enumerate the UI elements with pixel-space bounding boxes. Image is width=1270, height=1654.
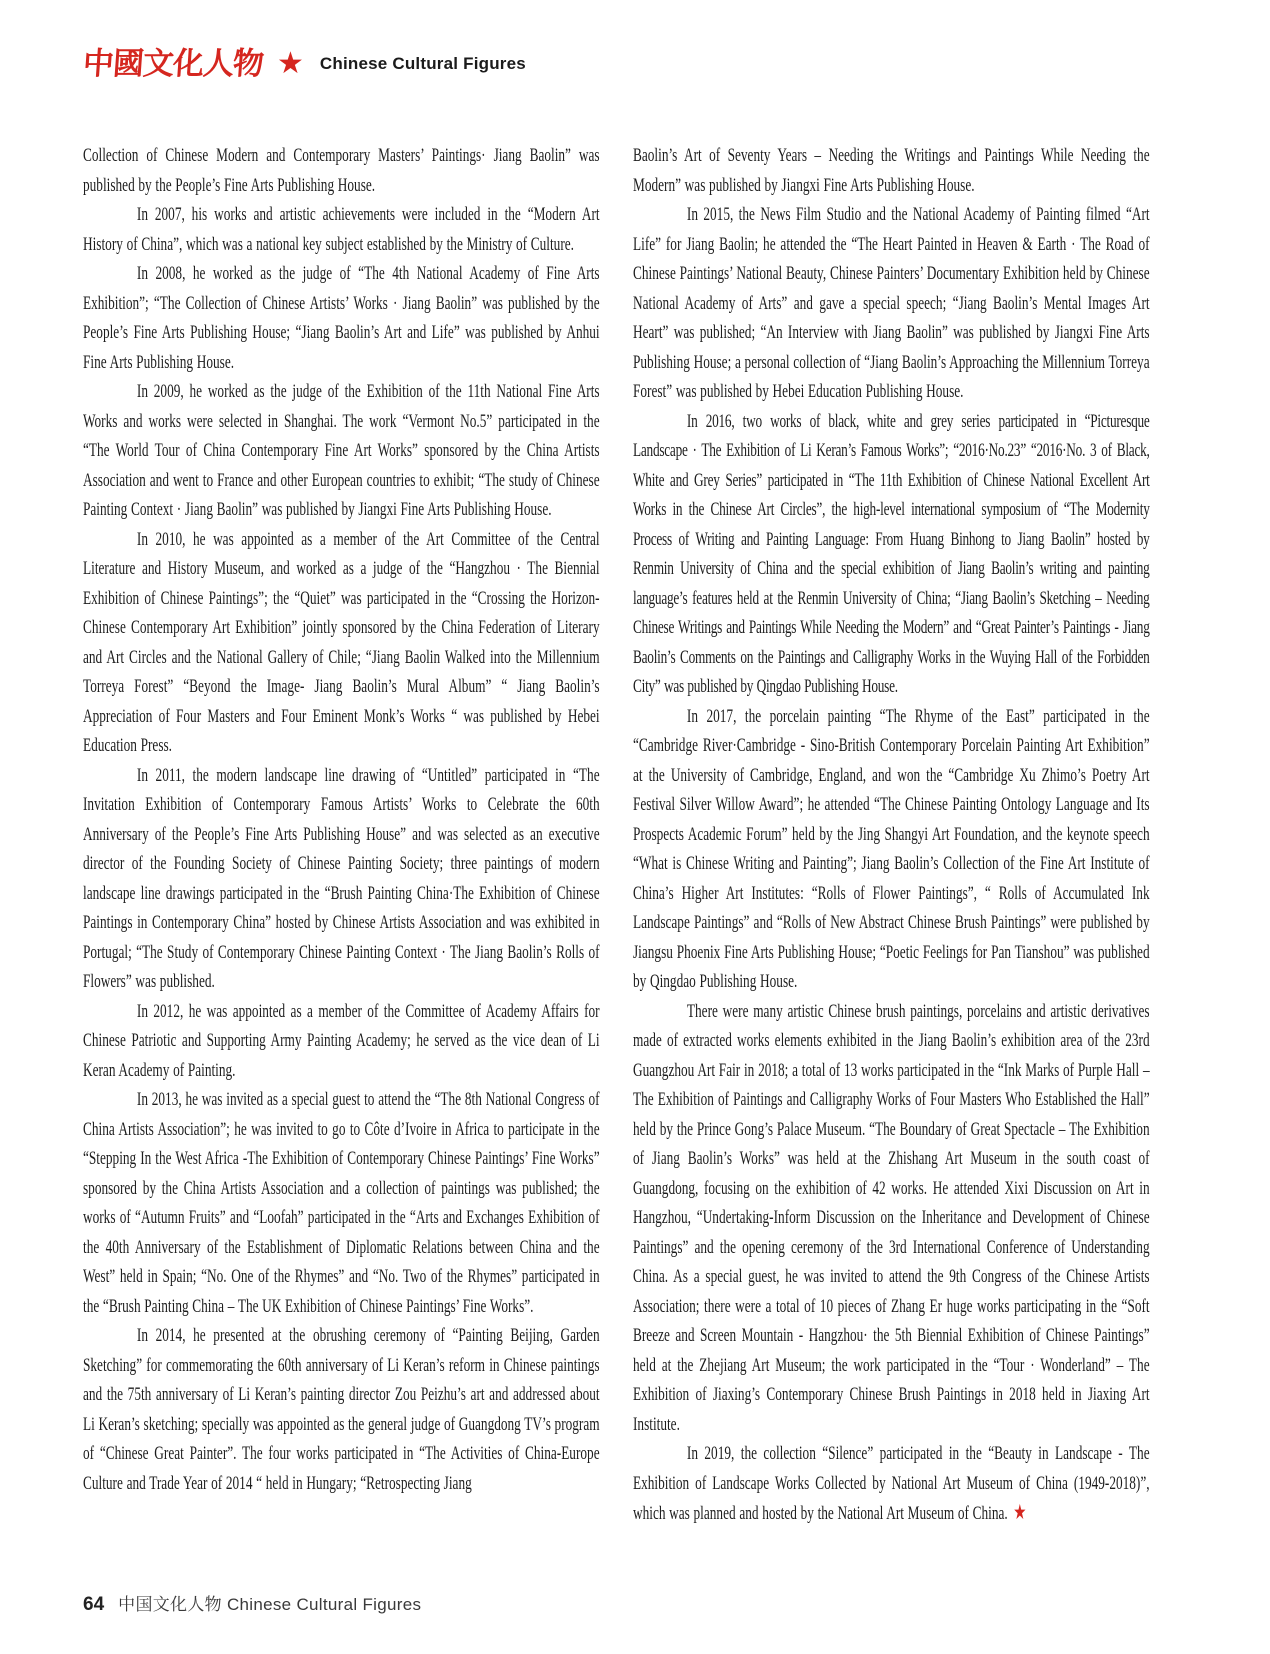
article-paragraph: In 2009, he worked as the judge of the Exhibition of the 11th National Fine Arts Works and works were selected in Shanghai. The work “Vermont No.5” participated in the “The World Tour of China Contemporary Fine Art Works” sponsored by the China Artists Association and went to France and other European countries to exhibit; “The study of Chinese Painting Context · Jiang Baolin” was published by Jiangxi Fine Arts Publishing House. bbox=[83, 381, 600, 520]
page-footer bbox=[83, 1590, 421, 1616]
left-column bbox=[83, 141, 600, 1529]
magazine-masthead bbox=[83, 48, 526, 79]
page-number: 64 bbox=[83, 1594, 105, 1615]
magazine-logo-english: Chinese Cultural Figures bbox=[319, 53, 526, 73]
magazine-logo-chinese: 中國文化人物 bbox=[81, 46, 265, 81]
article-paragraph: There were many artistic Chinese brush paintings, porcelains and artistic derivatives made of extracted works elements exhibited in the Jiang Baolin’s exhibition area of the 23rd Guangzhou Art Fair in 2018; a total of 13 works participated in the “Ink Marks of Purple Hall – The Exhibition of Paintings and Calligraphy Works of Four Masters Who Established the Hall” held by the Prince Gong’s Palace Museum. “The Boundary of Great Spectacle – The Exhibition of Jiang Baolin’s Works” was held at the Zhishang Art Museum in the south coast of Guangdong, focusing on the exhibition of 42 works. He attended Xixi Discussion on Art in Hangzhou, “Undertaking-Inform Discussion on the Inheritance and Development of Chinese Paintings” and the opening ceremony of the 3rd International Conference of Understanding China. As a special guest, he was invited to attend the 9th Congress of the Chinese Artists Association; there were a total of 10 pieces of Zhang Er huge works participating in the “Soft Breeze and Screen Mountain - Hangzhou· the 5th Biennial Exhibition of Chinese Paintings” held at the Zhejiang Art Museum; the work participated in the “Tour · Wonderland” – The Exhibition of Jiaxing’s Contemporary Chinese Brush Paintings in 2018 held in Jiaxing Art Institute. bbox=[633, 1000, 1150, 1435]
article-paragraph: In 2019, the collection “Silence” participated in the “Beauty in Landscape - The Exhibition of Landscape Works Collected by National Art Museum of China (1949-2018)”, which was planned and hosted by the National Art Museum of China. ★ bbox=[633, 1443, 1150, 1524]
article-paragraph: Collection of Chinese Modern and Contemporary Masters’ Paintings· Jiang Baolin” was published by the People’s Fine Arts Publishing House. bbox=[83, 145, 600, 196]
right-column bbox=[633, 141, 1150, 1529]
footer-journal-title: 中国文化人物 Chinese Cultural Figures bbox=[118, 1595, 422, 1614]
article-body bbox=[83, 141, 1150, 1529]
article-paragraph: In 2013, he was invited as a special guest to attend the “The 8th National Congress of China Artists Association”; he was invited to go to Côte d’Ivoire in Africa to participate in the “Stepping In the West Africa -The Exhibition of Contemporary Chinese Paintings’ Fine Works” sponsored by the China Artists Association and a collection of paintings was published; the works of “Autumn Fruits” and “Loofah” participated in the “Arts and Exchanges Exhibition of the 40th Anniversary of the Establishment of Diplomatic Relations between China and the West” held in Spain; “No. One of the Rhymes” and “No. Two of the Rhymes” participated in the “Brush Painting China – The UK Exhibition of Chinese Paintings’ Fine Works”. bbox=[83, 1089, 600, 1317]
article-paragraph: In 2012, he was appointed as a member of the Committee of Academy Affairs for Chinese Patriotic and Supporting Army Painting Academy; he served as the vice dean of Li Keran Academy of Painting. bbox=[83, 1000, 600, 1081]
article-paragraph: In 2007, his works and artistic achievements were included in the “Modern Art History of China”, which was a national key subject established by the Ministry of Culture. bbox=[83, 204, 600, 255]
article-paragraph: In 2010, he was appointed as a member of the Art Committee of the Central Literature and History Museum, and worked as a judge of the “Hangzhou · The Biennial Exhibition of Chinese Paintings”; the “Quiet” was participated in the “Crossing the Horizon-Chinese Contemporary Art Exhibition” jointly sponsored by the China Federation of Literary and Art Circles and the National Gallery of Chile; “Jiang Baolin Walked into the Millennium Torreya Forest” “Beyond the Image- Jiang Baolin’s Mural Album” “ Jiang Baolin’s Appreciation of Four Masters and Four Eminent Monk’s Works “ was published by Hebei Education Press. bbox=[83, 528, 600, 756]
red-star-icon: ★ bbox=[277, 46, 304, 80]
article-paragraph: In 2014, he presented at the obrushing ceremony of “Painting Beijing, Garden Sketching” for commemorating the 60th anniversary of Li Keran’s reform in Chinese paintings and the 75th anniversary of Li Keran’s painting director Zou Peizhu’s art and addressed about Li Keran’s sketching; specially was appointed as the general judge of Guangdong TV’s program of “Chinese Great Painter”. The four works participated in “The Activities of China-Europe Culture and Trade Year of 2014 “ held in Hungary; “Retrospecting Jiang bbox=[83, 1325, 600, 1494]
article-paragraph: In 2017, the porcelain painting “The Rhyme of the East” participated in the “Cambridge River·Cambridge - Sino-British Contemporary Porcelain Painting Art Exhibition” at the University of Cambridge, England, and won the “Cambridge Xu Zhimo’s Poetry Art Festival Silver Willow Award”; he attended “The Chinese Painting Ontology Language and Its Prospects Academic Forum” held by the Jing Shangyi Art Foundation, and the keynote speech “What is Chinese Writing and Painting”; Jiang Baolin’s Collection of the Fine Art Institute of China’s Higher Art Institutes: “Rolls of Flower Paintings”, “ Rolls of Accumulated Ink Landscape Paintings” and “Rolls of New Abstract Chinese Brush Paintings” were published by Jiangsu Phoenix Fine Arts Publishing House; “Poetic Feelings for Pan Tianshou” was published by Qingdao Publishing House. bbox=[633, 705, 1150, 992]
article-paragraph: In 2011, the modern landscape line drawing of “Untitled” participated in “The Invitation Exhibition of Contemporary Famous Artists’ Works to Celebrate the 60th Anniversary of the People’s Fine Arts Publishing House” and was selected as an executive director of the Founding Society of Chinese Painting Society; three paintings of modern landscape line drawings participated in the “Brush Painting China·The Exhibition of Chinese Paintings in Contemporary China” hosted by Chinese Artists Association and was exhibited in Portugal; “The Study of Contemporary Chinese Painting Context · The Jiang Baolin’s Rolls of Flowers” was published. bbox=[83, 764, 600, 992]
right-column-text bbox=[633, 141, 1150, 1529]
article-paragraph: Baolin’s Art of Seventy Years – Needing the Writings and Paintings While Needing the Modern” was published by Jiangxi Fine Arts Publishing House. bbox=[633, 145, 1150, 196]
left-column-text bbox=[83, 141, 600, 1498]
article-paragraph: In 2016, two works of black, white and grey series participated in “Picturesque Landscape · The Exhibition of Li Keran’s Famous Works”; “2016·No.23” “2016·No. 3 of Black, White and Grey Series” participated in “The 11th Exhibition of Chinese National Excellent Art Works in the Chinese Art Circles”, the high-level international symposium of “The Modernity Process of Writing and Painting Language: From Huang Binhong to Jiang Baolin” hosted by Renmin University of China and the special exhibition of Jiang Baolin’s writing and painting language’s features held at the Renmin University of China; “Jiang Baolin’s Sketching – Needing Chinese Writings and Paintings While Needing the Modern” and “Great Painter’s Paintings - Jiang Baolin’s Comments on the Paintings and Calligraphy Works in the Wuying Hall of the Forbidden City” was published by Qingdao Publishing House. bbox=[633, 410, 1150, 697]
article-end-star-icon: ★ bbox=[1013, 1500, 1027, 1524]
article-paragraph: In 2015, the News Film Studio and the National Academy of Painting filmed “Art Life” for Jiang Baolin; he attended the “The Heart Painted in Heaven & Earth · The Road of Chinese Paintings’ National Beauty, Chinese Painters’ Documentary Exhibition held by Chinese National Academy of Arts” and gave a special speech; “Jiang Baolin’s Mental Images Art Heart” was published; “An Interview with Jiang Baolin” was published by Jiangxi Fine Arts Publishing House; a personal collection of “Jiang Baolin’s Approaching the Millennium Torreya Forest” was published by Hebei Education Publishing House. bbox=[633, 204, 1150, 402]
article-paragraph: In 2008, he worked as the judge of “The 4th National Academy of Fine Arts Exhibition”; “The Collection of Chinese Artists’ Works · Jiang Baolin” was published by the People’s Fine Arts Publishing House; “Jiang Baolin’s Art and Life” was published by Anhui Fine Arts Publishing House. bbox=[83, 263, 600, 373]
